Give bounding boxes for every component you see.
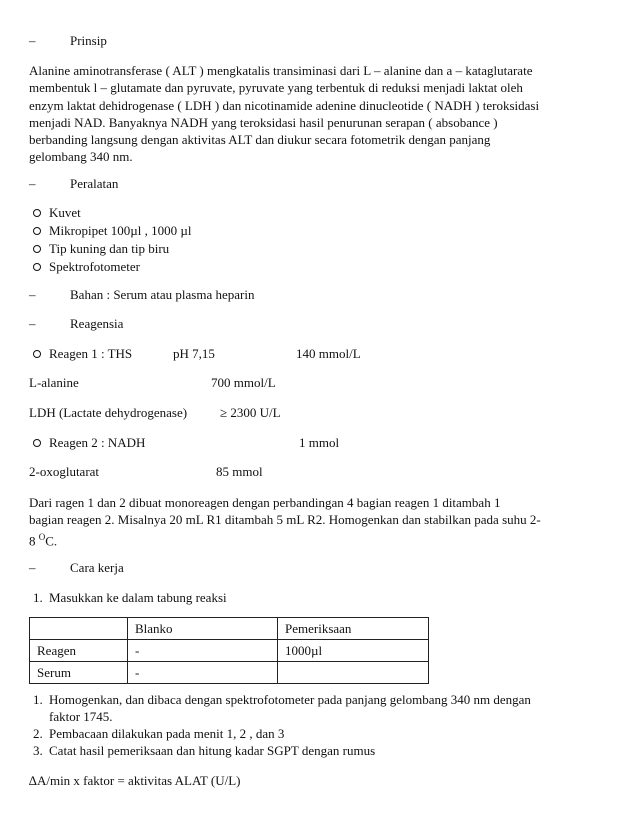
monoreagent-line-last: [29, 529, 613, 550]
circle-bullet-icon: [33, 245, 41, 253]
table-header-cell: [30, 618, 128, 640]
circle-bullet-icon: [33, 350, 41, 358]
prinsip-line: Alanine aminotransferase ( ALT ) mengkatalis transiminasi dari L – alanine dan a – kataglutarate: [29, 63, 533, 78]
table-cell: -: [128, 662, 278, 684]
prinsip-line: menjadi NAD. Banyaknya NADH yang teroksidasi hasil penurunan serapan ( absobance ): [29, 114, 498, 130]
reagent-1-concentration: 140 mmol/L: [296, 346, 361, 361]
table-row: [30, 640, 429, 662]
l-alanine-name: L-alanine: [29, 375, 79, 390]
step-text: Pembacaan dilakukan pada menit 1, 2 , dan 3: [49, 726, 285, 741]
dash-bullet: –: [29, 33, 36, 48]
circle-bullet-icon: [33, 227, 41, 235]
prinsip-paragraph: [29, 62, 613, 166]
step-text: Masukkan ke dalam tabung reaksi: [49, 590, 227, 605]
oxoglutarat-concentration: 85 mmol: [216, 464, 263, 479]
formula: ∆A/min x faktor = aktivitas ALAT (U/L): [29, 773, 241, 788]
table-header-cell: Pemeriksaan: [278, 618, 429, 640]
reagent-2-name: Reagen 2 : NADH: [49, 435, 146, 450]
prinsip-line: gelombang 340 nm.: [29, 149, 133, 165]
circle-bullet-icon: [33, 209, 41, 217]
step-number: 3.: [33, 743, 43, 758]
prinsip-line: enzym laktat dehidrogenase ( LDH ) dan nicotinamide adenine dinucleotide ( NADH ) teroksidasi: [29, 97, 540, 113]
section-heading-bahan: Bahan : Serum atau plasma heparin: [70, 287, 255, 302]
table-cell: 1000µl: [278, 640, 429, 662]
step-number: 1.: [33, 692, 43, 707]
monoreagent-line: Dari ragen 1 dan 2 dibuat monoreagen dengan perbandingan 4 bagian reagen 1 ditambah 1: [29, 495, 501, 510]
section-heading-peralatan: Peralatan: [70, 176, 119, 191]
dash-bullet: –: [29, 560, 36, 575]
l-alanine-concentration: 700 mmol/L: [211, 375, 276, 390]
equipment-item: Spektrofotometer: [49, 259, 140, 274]
prinsip-line: membentuk l – glutamate dan pyruvate, pyruvate yang terbentuk di reduksi menjadi laktat oleh: [29, 80, 523, 96]
temp-unit: C.: [45, 532, 58, 548]
dash-bullet: –: [29, 316, 36, 331]
equipment-item: Tip kuning dan tip biru: [49, 241, 170, 256]
table-header-cell: Blanko: [128, 618, 278, 640]
reagent-1-name: Reagen 1 : THS: [49, 346, 133, 361]
table-cell: Serum: [30, 662, 128, 684]
table-cell: Reagen: [30, 640, 128, 662]
circle-bullet-icon: [33, 439, 41, 447]
section-heading-prinsip: Prinsip: [70, 33, 107, 48]
monoreagent-paragraph: [29, 494, 613, 549]
dash-bullet: –: [29, 176, 36, 191]
reagent-2-concentration: 1 mmol: [299, 435, 340, 450]
reaction-table: [29, 617, 429, 684]
step-number: 1.: [33, 590, 43, 605]
step-number: 2.: [33, 726, 43, 741]
oxoglutarat-name: 2-oxoglutarat: [29, 464, 100, 479]
dash-bullet: –: [29, 287, 36, 302]
table-header-row: [30, 618, 429, 640]
equipment-item: Kuvet: [49, 205, 81, 220]
section-heading-reagensia: Reagensia: [70, 316, 124, 331]
reagent-1-ph: pH 7,15: [173, 346, 215, 361]
monoreagent-line: bagian reagen 2. Misalnya 20 mL R1 ditambah 5 mL R2. Homogenkan dan stabilkan pada suhu 2-: [29, 512, 541, 528]
ldh-name: LDH (Lactate dehydrogenase): [29, 405, 188, 420]
degree-symbol: O: [38, 531, 46, 542]
section-heading-cara-kerja: Cara kerja: [70, 560, 124, 575]
prinsip-line: berbanding langsung dengan aktivitas ALT dan diukur secara fotometrik dengan panjang: [29, 132, 491, 148]
step-text: Homogenkan, dan dibaca dengan spektrofotometer pada panjang gelombang 340 nm dengan: [49, 692, 531, 707]
equipment-item: Mikropipet 100µl , 1000 µl: [49, 223, 192, 238]
temp-value: 8: [29, 532, 39, 548]
step-text: faktor 1745.: [49, 709, 113, 724]
table-cell: -: [128, 640, 278, 662]
step-text: Catat hasil pemeriksaan dan hitung kadar SGPT dengan rumus: [49, 743, 376, 758]
circle-bullet-icon: [33, 263, 41, 271]
ldh-concentration: ≥ 2300 U/L: [220, 405, 281, 420]
table-row: [30, 662, 429, 684]
table-cell: [278, 662, 429, 684]
